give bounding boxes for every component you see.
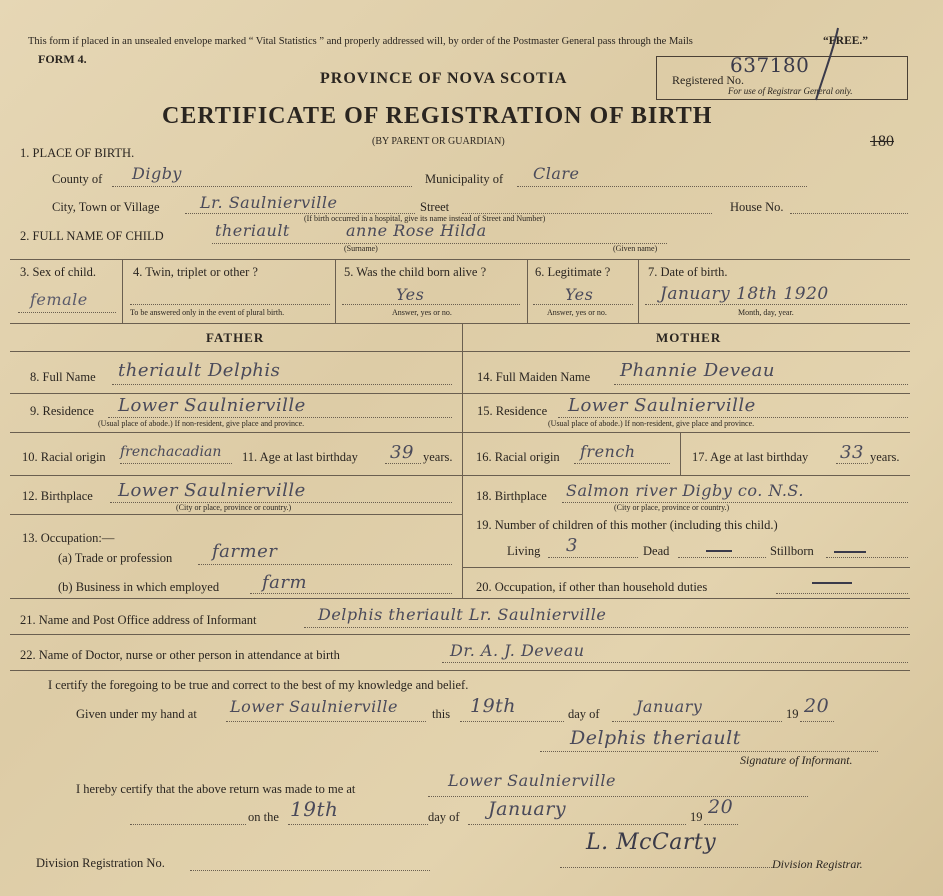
father-heading: FATHER — [206, 330, 265, 345]
sex-value: female — [30, 290, 88, 309]
child-name-label: 2. FULL NAME OF CHILD — [20, 229, 164, 243]
county-value: Digby — [132, 164, 182, 183]
mother-occupation-dash — [812, 582, 852, 584]
dead-label: Dead — [643, 544, 670, 558]
father-age-label: 11. Age at last birthday — [242, 450, 358, 464]
mother-birthplace-value: Salmon river Digby co. N.S. — [566, 481, 804, 500]
mother-name-value: Phannie Deveau — [620, 360, 775, 381]
hereby-certify-label: I hereby certify that the above return was made to me at — [76, 782, 356, 796]
legitimate-note: Answer, yes or no. — [547, 308, 607, 317]
informant-signature-caption: Signature of Informant. — [740, 753, 853, 767]
dead-dash — [706, 550, 732, 552]
mother-years: years. — [870, 450, 900, 464]
surname-caption: (Surname) — [344, 244, 378, 253]
father-abode-note: (Usual place of abode.) If non-resident, give place and province. — [98, 419, 305, 428]
on-the-label: on the — [248, 810, 279, 824]
trade-value: farmer — [212, 541, 278, 562]
made-day-of-label: day of — [428, 810, 460, 824]
father-age-value: 39 — [390, 442, 414, 463]
sex-label: 3. Sex of child. — [20, 265, 97, 279]
stillborn-dash — [834, 551, 866, 553]
doctor-value: Dr. A. J. Deveau — [450, 641, 585, 660]
trade-label: (a) Trade or profession — [58, 551, 173, 565]
mother-birthplace-label: 18. Birthplace — [476, 489, 547, 503]
free-label: “FREE.” — [823, 35, 869, 47]
father-name-value: theriault Delphis — [118, 360, 281, 381]
alive-note: Answer, yes or no. — [392, 308, 452, 317]
mother-birthplace-note: (City or place, province or country.) — [614, 503, 730, 512]
father-birthplace-label: 12. Birthplace — [22, 489, 93, 503]
legitimate-label: 6. Legitimate ? — [535, 265, 611, 279]
mother-name-label: 14. Full Maiden Name — [477, 370, 591, 384]
father-birthplace-note: (City or place, province or country.) — [176, 503, 292, 512]
made-day-value: 19th — [290, 797, 339, 821]
mother-abode-note: (Usual place of abode.) If non-resident, give place and province. — [548, 419, 755, 428]
informant-signature: Delphis theriault — [570, 727, 741, 749]
dob-note: Month, day, year. — [738, 308, 794, 317]
given-year-prefix: 19 — [786, 707, 799, 721]
hospital-note: (If birth occurred in a hospital, give its name instead of Street and Number) — [304, 214, 546, 223]
father-racial-value: frenchacadian — [120, 444, 222, 460]
mother-residence-label: 15. Residence — [477, 404, 548, 418]
mother-age-value: 33 — [840, 442, 864, 463]
city-label: City, Town or Village — [52, 200, 160, 214]
registered-number: 637180 — [730, 53, 810, 77]
made-month-value: January — [488, 798, 567, 820]
mail-notice: This form if placed in an unsealed envelope marked “ Vital Statistics ” and properly addressed will, by order of the Postmaster General pass through the Mails — [28, 36, 693, 47]
father-occupation-label: 13. Occupation:— — [22, 531, 115, 545]
alive-value: Yes — [396, 285, 425, 304]
house-label: House No. — [730, 200, 784, 214]
this-label: this — [432, 707, 451, 721]
father-birthplace-value: Lower Saulnierville — [118, 480, 306, 501]
county-label: County of — [52, 172, 103, 186]
mother-racial-label: 16. Racial origin — [476, 450, 560, 464]
given-under-label: Given under my hand at — [76, 707, 197, 721]
business-value: farm — [262, 572, 308, 593]
dob-value: January 18th 1920 — [660, 284, 829, 304]
alive-label: 5. Was the child born alive ? — [344, 265, 487, 279]
mother-residence-value: Lower Saulnierville — [568, 395, 756, 416]
registered-label: Registered No. — [672, 73, 744, 87]
living-value: 3 — [566, 535, 578, 556]
given-month-value: January — [636, 697, 703, 716]
made-place-value: Lower Saulnierville — [448, 771, 616, 790]
given-day-value: 19th — [470, 695, 517, 717]
street-label: Street — [420, 200, 450, 214]
corner-mark: 180 — [870, 133, 894, 150]
dob-label: 7. Date of birth. — [648, 265, 728, 279]
division-registrar-caption: Division Registrar. — [772, 857, 863, 871]
day-of-label: day of — [568, 707, 600, 721]
child-given-value: anne Rose Hilda — [346, 221, 487, 240]
division-registration-label: Division Registration No. — [36, 856, 165, 870]
father-residence-label: 9. Residence — [30, 404, 94, 418]
municipality-label: Municipality of — [425, 172, 504, 186]
city-value: Lr. Saulnierville — [200, 193, 338, 212]
pen-stroke-mark — [800, 26, 850, 106]
made-year-prefix: 19 — [690, 810, 703, 824]
province-title: PROVINCE OF NOVA SCOTIA — [320, 70, 568, 87]
form-number: FORM 4. — [38, 52, 87, 66]
informant-value: Delphis theriault Lr. Saulnierville — [318, 605, 607, 624]
twin-label: 4. Twin, triplet or other ? — [133, 265, 258, 279]
place-of-birth-label: 1. PLACE OF BIRTH. — [20, 146, 135, 160]
children-label: 19. Number of children of this mother (including this child.) — [476, 518, 778, 532]
certify-statement: I certify the foregoing to be true and correct to the best of my knowledge and belief. — [48, 678, 469, 692]
father-residence-value: Lower Saulnierville — [118, 395, 306, 416]
doctor-label: 22. Name of Doctor, nurse or other person in attendance at birth — [20, 648, 340, 662]
legitimate-value: Yes — [565, 285, 594, 304]
twin-note: To be answered only in the event of plural birth. — [130, 308, 285, 317]
mother-heading: MOTHER — [656, 330, 722, 345]
registrar-use-note: For use of Registrar General only. — [728, 86, 853, 96]
father-name-label: 8. Full Name — [30, 370, 96, 384]
business-label: (b) Business in which employed — [58, 580, 220, 594]
registrar-signature: L. McCarty — [586, 830, 717, 855]
father-racial-label: 10. Racial origin — [22, 450, 106, 464]
mother-occupation-label: 20. Occupation, if other than household duties — [476, 580, 708, 594]
living-label: Living — [507, 544, 541, 558]
child-surname-value: theriault — [215, 221, 290, 240]
page-title: CERTIFICATE OF REGISTRATION OF BIRTH — [162, 103, 713, 129]
given-place-value: Lower Saulnierville — [230, 697, 398, 716]
mother-age-label: 17. Age at last birthday — [692, 450, 809, 464]
informant-label: 21. Name and Post Office address of Informant — [20, 613, 257, 627]
page-subtitle: (BY PARENT OR GUARDIAN) — [372, 136, 505, 147]
stillborn-label: Stillborn — [770, 544, 814, 558]
mother-racial-value: french — [580, 442, 636, 461]
given-year-value: 20 — [804, 695, 830, 717]
municipality-value: Clare — [533, 164, 580, 183]
given-caption: (Given name) — [613, 244, 658, 253]
made-year-value: 20 — [708, 796, 734, 818]
father-years: years. — [423, 450, 453, 464]
